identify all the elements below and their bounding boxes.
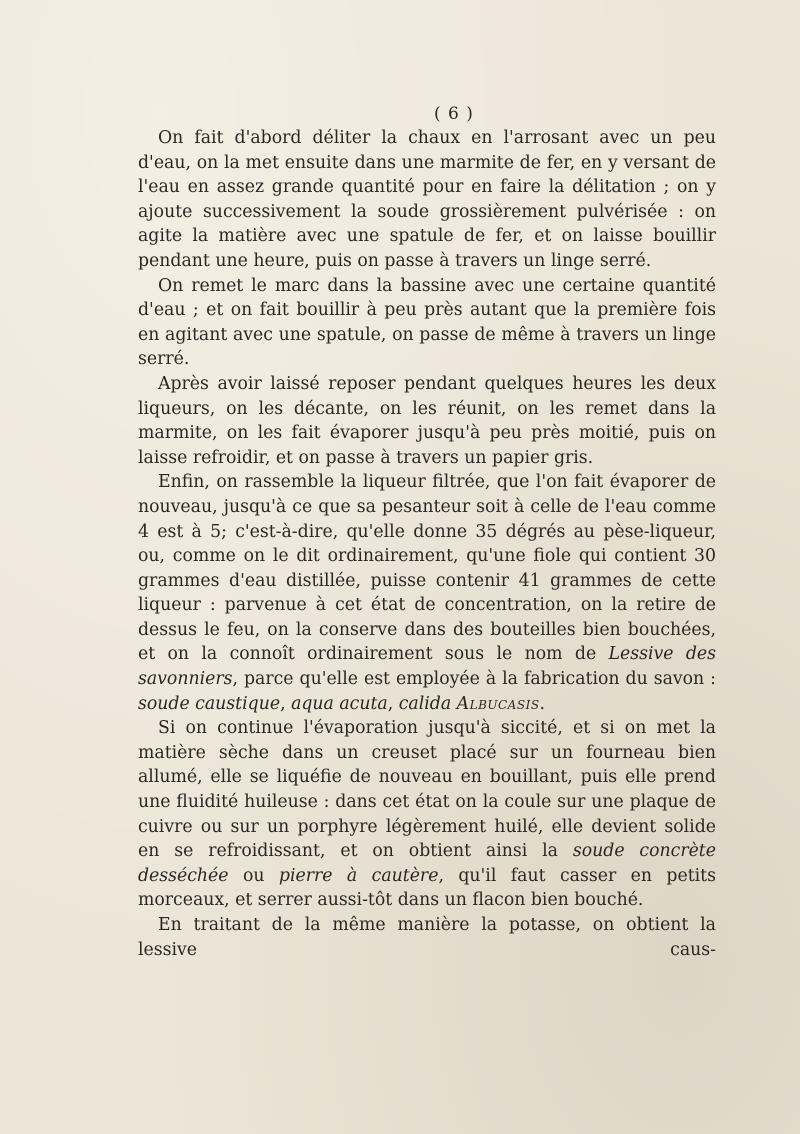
paragraph: [138, 274, 716, 372]
paragraph: [138, 913, 716, 962]
text-segment: ,: [387, 693, 399, 714]
text-segment: ,: [280, 693, 292, 714]
text-segment: , parce qu'elle est employée à la fabrication du savon :: [232, 669, 716, 690]
paragraph: [138, 126, 716, 274]
italic-term: soude concrète desséchée: [138, 841, 716, 886]
italic-term: calida: [398, 693, 452, 714]
paragraph: [138, 372, 716, 470]
italic-term: pierre à cautère: [278, 865, 439, 886]
text-segment: Si on continue l'évaporation jusqu'à siccité, et si on met la matière sèche dans un creuset placé sur un fourneau bien allumé, elle se liquéfie de nouveau en bouillant, puis elle prend une fluidité huileuse : dans cet état on la coule sur une plaque de cuivre ou sur un porphyre légèrement huilé, elle devient solide en se refroidissant, et on obtient ainsi la: [138, 718, 716, 862]
text-segment: .: [539, 693, 546, 714]
italic-term: aqua acuta: [291, 693, 388, 714]
text-segment: , qu'il faut casser en petits morceaux, et serrer aussi-tôt dans un flacon bien bouché.: [138, 865, 716, 911]
italic-term: soude caustique: [138, 693, 281, 714]
paragraph: [138, 716, 716, 913]
body-text: [138, 126, 716, 962]
text-segment: Enfin, on rassemble la liqueur filtrée, que l'on fait évaporer de nouveau, jusqu'à ce que sa pesanteur soit à celle de l'eau comme 4 est à 5; c'est-à-dire, qu'elle donne 35 dégrés au pèse-liqueur, ou, comme on le dit ordinairement, qu'une fiole qui contient 30 grammes d'eau distillée, puisse contenir 41 grammes de cette liqueur : parvenue à cet état de concentration, on la retire de dessus le feu, on la conserve dans des bouteilles bien bouchées, et on la connoît ordinairement sous le nom de: [138, 472, 716, 665]
text-segment: ou: [228, 865, 279, 886]
page-number: ( 6 ): [434, 104, 474, 124]
text-segment: Après avoir laissé reposer pendant quelques heures les deux liqueurs, on les décante, on les réunit, on les remet dans la marmite, on les fait évaporer jusqu'à peu près moitié, puis on laisse refroidir, et on passe à travers un papier gris.: [138, 373, 716, 468]
italic-term: Lessive des savonniers: [138, 644, 716, 690]
paragraph: [138, 470, 716, 716]
text-segment: On remet le marc dans la bassine avec une certaine quantité d'eau ; et on fait bouillir à peu près autant que la première fois en agitant avec une spatule, on passe de même à travers un linge serré.: [138, 275, 716, 370]
text-segment: On fait d'abord déliter la chaux en l'arrosant avec un peu d'eau, on la met ensuite dans une marmite de fer, en y versant de l'eau en assez grande quantité pour en faire la délitation ; on y ajoute successivement la soude grossièrement pulvérisée : on agite la matière avec une spatule de fer, et on laisse bouillir pendant une heure, puis on passe à travers un linge serré.: [138, 128, 716, 271]
author-name: Albucasis: [456, 693, 540, 714]
text-segment: En traitant de la même manière la potasse, on obtient la lessive caus-: [138, 915, 716, 960]
